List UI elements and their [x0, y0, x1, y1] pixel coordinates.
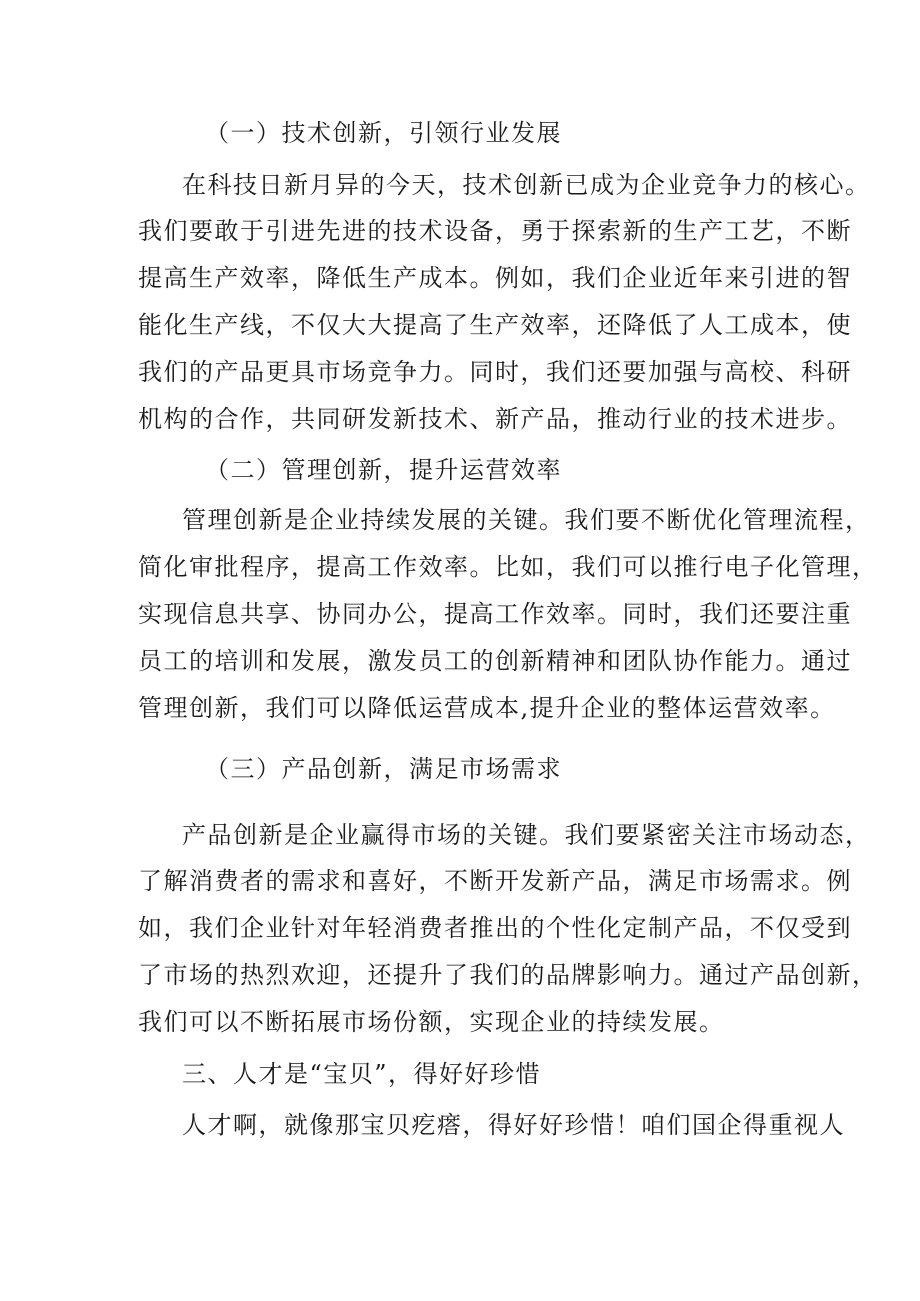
- paragraph-line: 管理创新是企业持续发展的关键。我们要不断优化管理流程，: [182, 506, 871, 534]
- paragraph-line: 产品创新是企业赢得市场的关键。我们要紧密关注市场动态，: [182, 821, 871, 849]
- paragraph-line: 实现信息共享、协同办公，提高工作效率。同时，我们还要注重: [138, 600, 852, 628]
- paragraph-line: 如，我们企业针对年轻消费者推出的个性化定制产品，不仅受到: [138, 914, 852, 942]
- paragraph-line: 我们可以不断拓展市场份额，实现企业的持续发展。: [138, 1008, 725, 1036]
- paragraph-line: 能化生产线，不仅大大提高了生产效率，还降低了人工成本，使: [138, 311, 852, 339]
- paragraph-line: 我们要敢于引进先进的技术设备，勇于探索新的生产工艺，不断: [138, 217, 852, 245]
- paragraph-line: 了市场的热烈欢迎，还提升了我们的品牌影响力。通过产品创新，: [138, 961, 878, 989]
- paragraph-line: 了解消费者的需求和喜好，不断开发新产品，满足市场需求。例: [138, 867, 852, 895]
- section-heading-2: （二）管理创新，提升运营效率: [205, 456, 562, 484]
- paragraph-line: 管理创新，我们可以降低运营成本,提升企业的整体运营效率。: [138, 694, 836, 722]
- paragraph-line: 提高生产效率，降低生产成本。例如，我们企业近年来引进的智: [138, 264, 852, 292]
- paragraph-line: 机构的合作，共同研发新技术、新产品，推动行业的技术进步。: [138, 405, 852, 433]
- section-heading-4: 三、人才是“宝贝”，得好好珍惜: [182, 1060, 542, 1088]
- paragraph-line: 在科技日新月异的今天，技术创新已成为企业竞争力的核心。: [182, 171, 871, 199]
- section-heading-1: （一）技术创新，引领行业发展: [205, 119, 562, 147]
- paragraph-line: 简化审批程序，提高工作效率。比如，我们可以推行电子化管理，: [138, 553, 878, 581]
- paragraph-line: 人才啊，就像那宝贝疙瘩，得好好珍惜！咱们国企得重视人: [182, 1111, 845, 1139]
- paragraph-line: 员工的培训和发展，激发员工的创新精神和团队协作能力。通过: [138, 647, 852, 675]
- paragraph-line: 我们的产品更具市场竞争力。同时，我们还要加强与高校、科研: [138, 358, 852, 386]
- section-heading-3: （三）产品创新，满足市场需求: [205, 755, 562, 783]
